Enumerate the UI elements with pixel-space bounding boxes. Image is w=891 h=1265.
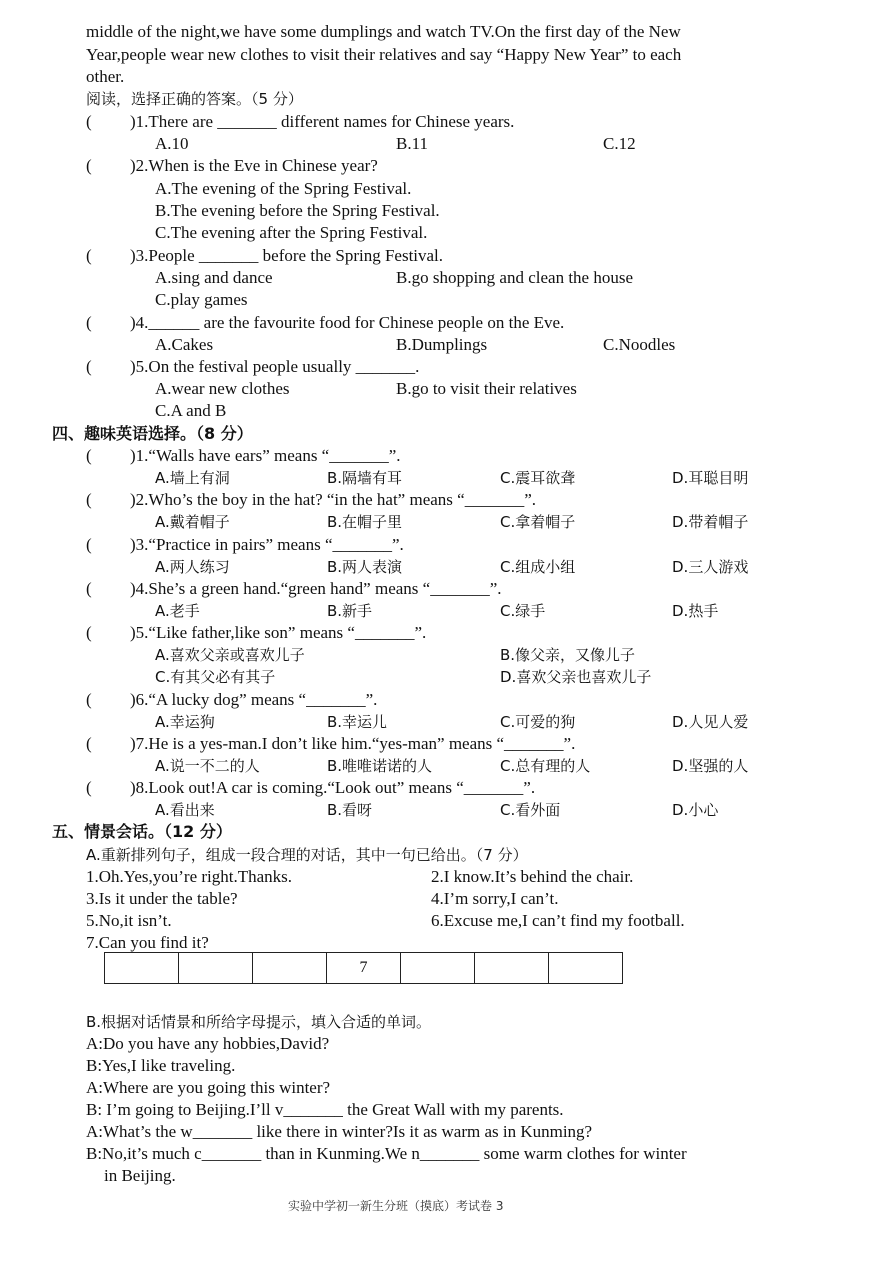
section-5-title: 五、情景会话。（12 分）: [52, 822, 232, 841]
passage-line-1: middle of the night,we have some dumplings and watch TV.On the first day of the New: [86, 22, 681, 41]
s4-q1-option-a: A.墙上有洞: [155, 469, 230, 487]
dialogue-sentence-7: 7.Can you find it?: [86, 933, 209, 952]
order-answer-cell[interactable]: [253, 953, 327, 983]
reading-q4-option-a: A.Cakes: [155, 335, 214, 354]
dialogue-line: A:What’s the w_______ like there in winter?Is it as warm as in Kunming?: [86, 1122, 593, 1141]
s4-q8-option-d: D.小心: [672, 801, 719, 819]
s4-q2-option-b: B.在帽子里: [327, 513, 403, 531]
s4-q4-option-d: D.热手: [672, 602, 719, 620]
s4-q7-option-b: B.唯唯诺诺的人: [327, 757, 433, 775]
passage-line-3: other.: [86, 67, 125, 86]
reading-q2-stem: )2.When is the Eve in Chinese year?: [130, 156, 378, 175]
s4-q6-option-b: B.幸运儿: [327, 713, 388, 731]
s4-q7-option-c: C.总有理的人: [500, 757, 591, 775]
reading-q3-option-a: A.sing and dance: [155, 268, 273, 287]
s4-q1-option-c: C.震耳欲聋: [500, 469, 576, 487]
s4-q3-option-a: A.两人练习: [155, 558, 230, 576]
reading-q5-option-a: A.wear new clothes: [155, 379, 290, 398]
dialogue-sentence-2: 2.I know.It’s behind the chair.: [431, 867, 634, 886]
order-answer-cell[interactable]: [105, 953, 179, 983]
s4-q3-option-c: C.组成小组: [500, 558, 576, 576]
answer-paren[interactable]: (: [86, 446, 92, 465]
s4-q6-option-a: A.幸运狗: [155, 713, 215, 731]
answer-paren[interactable]: (: [86, 579, 92, 598]
answer-paren[interactable]: (: [86, 490, 92, 509]
answer-paren[interactable]: (: [86, 623, 92, 642]
s4-q7-stem: )7.He is a yes-man.I don’t like him.“yes-man” means “_______”.: [130, 734, 576, 753]
section-4-title: 四、趣味英语选择。（8 分）: [52, 424, 253, 443]
dialogue-line: B: I’m going to Beijing.I’ll v_______ the Great Wall with my parents.: [86, 1100, 564, 1119]
s4-q8-option-b: B.看呀: [327, 801, 373, 819]
reading-instruction: 阅读，选择正确的答案。（5 分）: [86, 90, 303, 108]
s4-q5-option-c: C.有其父必有其子: [155, 668, 276, 686]
answer-paren[interactable]: (: [86, 156, 92, 175]
reading-q2-option-a: A.The evening of the Spring Festival.: [155, 179, 412, 198]
s4-q7-option-a: A.说一不二的人: [155, 757, 260, 775]
answer-paren[interactable]: (: [86, 112, 92, 131]
s4-q6-stem: )6.“A lucky dog” means “_______”.: [130, 690, 378, 709]
part-a-instruction: A.重新排列句子，组成一段合理的对话，其中一句已给出。（7 分）: [86, 846, 528, 864]
answer-paren[interactable]: (: [86, 246, 92, 265]
s4-q1-stem: )1.“Walls have ears” means “_______”.: [130, 446, 401, 465]
page-footer: 实验中学初一新生分班（摸底）考试卷 3: [288, 1199, 504, 1213]
reading-q5-option-c: C.A and B: [155, 401, 227, 420]
order-answer-grid: [104, 952, 623, 984]
dialogue-line: in Beijing.: [104, 1166, 176, 1185]
reading-q4-stem: )4.______ are the favourite food for Chinese people on the Eve.: [130, 313, 565, 332]
order-answer-cell[interactable]: [549, 953, 622, 983]
s4-q1-option-d: D.耳聪目明: [672, 469, 749, 487]
answer-paren[interactable]: (: [86, 778, 92, 797]
reading-q1-option-b: B.11: [396, 134, 428, 153]
s4-q3-stem: )3.“Practice in pairs” means “_______”.: [130, 535, 404, 554]
order-answer-cell[interactable]: [179, 953, 253, 983]
s4-q2-option-a: A.戴着帽子: [155, 513, 230, 531]
answer-paren[interactable]: (: [86, 357, 92, 376]
reading-q1-stem: )1.There are _______ different names for Chinese years.: [130, 112, 515, 131]
dialogue-line: A:Do you have any hobbies,David?: [86, 1034, 330, 1053]
reading-q4-option-c: C.Noodles: [603, 335, 676, 354]
s4-q4-option-b: B.新手: [327, 602, 373, 620]
reading-q3-stem: )3.People _______ before the Spring Festival.: [130, 246, 444, 265]
reading-q2-option-c: C.The evening after the Spring Festival.: [155, 223, 428, 242]
answer-paren[interactable]: (: [86, 690, 92, 709]
part-b-instruction: B.根据对话情景和所给字母提示，填入合适的单词。: [86, 1013, 432, 1031]
dialogue-line: B:Yes,I like traveling.: [86, 1056, 236, 1075]
s4-q2-stem: )2.Who’s the boy in the hat? “in the hat” means “_______”.: [130, 490, 536, 509]
s4-q8-stem: )8.Look out!A car is coming.“Look out” means “_______”.: [130, 778, 536, 797]
dialogue-sentence-3: 3.Is it under the table?: [86, 889, 238, 908]
dialogue-line: A:Where are you going this winter?: [86, 1078, 331, 1097]
s4-q5-option-d: D.喜欢父亲也喜欢儿子: [500, 668, 652, 686]
reading-q1-option-a: A.10: [155, 134, 189, 153]
s4-q2-option-d: D.带着帽子: [672, 513, 749, 531]
reading-q1-option-c: C.12: [603, 134, 636, 153]
answer-paren[interactable]: (: [86, 734, 92, 753]
s4-q8-option-c: C.看外面: [500, 801, 561, 819]
reading-q3-option-c: C.play games: [155, 290, 248, 309]
s4-q3-option-d: D.三人游戏: [672, 558, 749, 576]
order-answer-cell[interactable]: [401, 953, 475, 983]
dialogue-sentence-1: 1.Oh.Yes,you’re right.Thanks.: [86, 867, 293, 886]
reading-q2-option-b: B.The evening before the Spring Festival.: [155, 201, 440, 220]
s4-q3-option-b: B.两人表演: [327, 558, 403, 576]
dialogue-sentence-6: 6.Excuse me,I can’t find my football.: [431, 911, 685, 930]
s4-q1-option-b: B.隔墙有耳: [327, 469, 403, 487]
passage-line-2: Year,people wear new clothes to visit their relatives and say “Happy New Year” to each: [86, 45, 682, 64]
s4-q2-option-c: C.拿着帽子: [500, 513, 576, 531]
dialogue-line: B:No,it’s much c_______ than in Kunming.We n_______ some warm clothes for winter: [86, 1144, 687, 1163]
dialogue-sentence-4: 4.I’m sorry,I can’t.: [431, 889, 559, 908]
s4-q4-option-c: C.绿手: [500, 602, 546, 620]
order-answer-cell-given: 7: [327, 953, 401, 983]
s4-q7-option-d: D.坚强的人: [672, 757, 749, 775]
dialogue-sentence-5: 5.No,it isn’t.: [86, 911, 172, 930]
answer-paren[interactable]: (: [86, 535, 92, 554]
s4-q5-option-a: A.喜欢父亲或喜欢儿子: [155, 646, 305, 664]
s4-q4-stem: )4.She’s a green hand.“green hand” means “_______”.: [130, 579, 502, 598]
reading-q3-option-b: B.go shopping and clean the house: [396, 268, 634, 287]
s4-q6-option-d: D.人见人爱: [672, 713, 749, 731]
s4-q6-option-c: C.可爱的狗: [500, 713, 576, 731]
reading-q4-option-b: B.Dumplings: [396, 335, 488, 354]
reading-q5-option-b: B.go to visit their relatives: [396, 379, 577, 398]
reading-q5-stem: )5.On the festival people usually _______.: [130, 357, 420, 376]
s4-q5-option-b: B.像父亲，又像儿子: [500, 646, 636, 664]
s4-q5-stem: )5.“Like father,like son” means “_______”.: [130, 623, 427, 642]
s4-q4-option-a: A.老手: [155, 602, 200, 620]
s4-q8-option-a: A.看出来: [155, 801, 215, 819]
answer-paren[interactable]: (: [86, 313, 92, 332]
order-answer-cell[interactable]: [475, 953, 549, 983]
